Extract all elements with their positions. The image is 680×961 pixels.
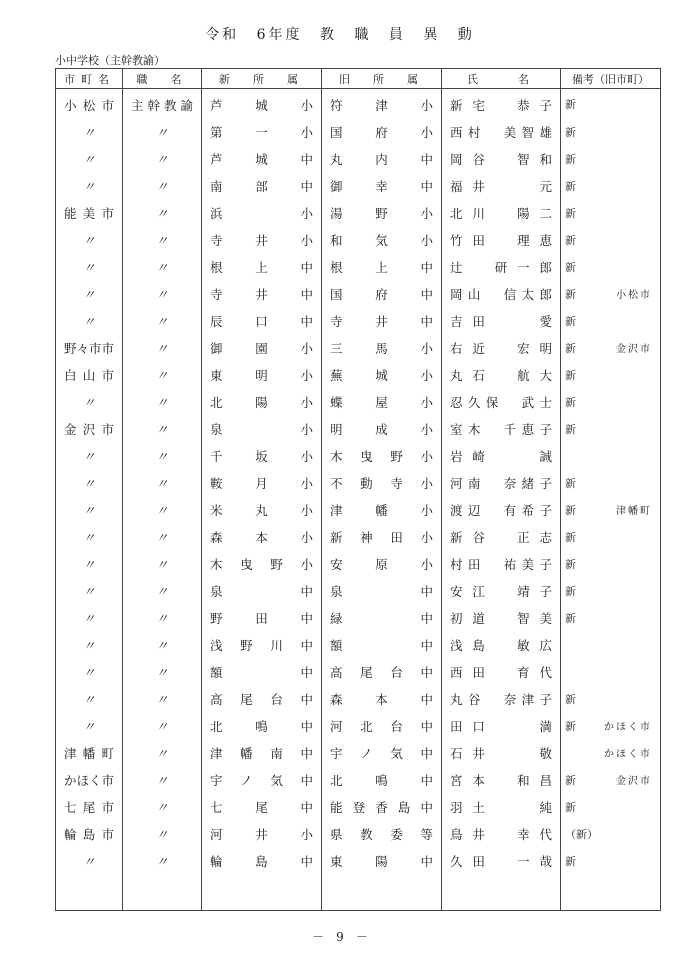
municipality-cell: 金沢市 (56, 415, 123, 442)
new-school-cell: 泉 小 (202, 415, 322, 442)
new-mark: 新 (565, 125, 576, 139)
municipality-cell: 津幡町 (56, 739, 123, 766)
name-cell: 丸石 航大 (442, 361, 561, 388)
empty-cell (202, 874, 322, 911)
table-row (56, 820, 661, 847)
remarks-cell (561, 631, 661, 658)
table-row (56, 388, 661, 415)
previous-school-cell: 御幸中 (322, 172, 442, 199)
new-mark: 新 (565, 206, 576, 220)
new-mark: 新 (565, 773, 576, 787)
name-cell: 西田 育代 (442, 658, 561, 685)
previous-school-cell: 不動寺小 (322, 469, 442, 496)
municipality-cell: 野々市市 (56, 334, 123, 361)
new-school-cell: 米丸小 (202, 496, 322, 523)
remarks-cell (561, 118, 661, 145)
new-school-cell: 野田中 (202, 604, 322, 631)
position-cell: 〃 (123, 118, 202, 145)
table-row (56, 685, 661, 712)
new-mark: 新 (565, 530, 576, 544)
position-cell: 〃 (123, 739, 202, 766)
table-row (56, 415, 661, 442)
header-remarks: 備考（旧市町） (561, 69, 661, 89)
empty-cell (322, 874, 442, 911)
new-mark: 新 (565, 179, 576, 193)
new-school-cell: 芦城中 (202, 145, 322, 172)
municipality-cell: 〃 (56, 631, 123, 658)
remarks-cell (561, 604, 661, 631)
name-cell: 渡辺 有希子 (442, 496, 561, 523)
previous-school-cell: 木曳野小 (322, 442, 442, 469)
new-school-cell: 御園小 (202, 334, 322, 361)
remarks-cell (561, 253, 661, 280)
previous-school-cell: 蕪城小 (322, 361, 442, 388)
table-body (56, 89, 661, 911)
name-cell: 村田 祐美子 (442, 550, 561, 577)
municipality-cell: 〃 (56, 442, 123, 469)
table-row (56, 226, 661, 253)
position-cell: 〃 (123, 226, 202, 253)
remarks-cell (561, 577, 661, 604)
previous-school-cell: 和気小 (322, 226, 442, 253)
new-mark: 新 (565, 611, 576, 625)
remarks-cell (561, 280, 661, 307)
new-school-cell: 森本小 (202, 523, 322, 550)
municipality-cell: 七尾市 (56, 793, 123, 820)
previous-school-cell: 能登香島中 (322, 793, 442, 820)
municipality-cell: 〃 (56, 847, 123, 874)
table-filler-row (56, 874, 661, 911)
name-cell: 羽土 純 (442, 793, 561, 820)
previous-municipality: 金沢市 (616, 775, 652, 787)
previous-school-cell: 高尾台中 (322, 658, 442, 685)
previous-school-cell: 宇ノ気中 (322, 739, 442, 766)
position-cell: 〃 (123, 253, 202, 280)
municipality-cell: 〃 (56, 577, 123, 604)
previous-school-cell: 東陽中 (322, 847, 442, 874)
remarks-cell (561, 226, 661, 253)
name-cell: 竹田 理恵 (442, 226, 561, 253)
previous-school-cell: 安原小 (322, 550, 442, 577)
remarks-cell (561, 199, 661, 226)
header-name: 氏 名 (442, 69, 561, 89)
header-municipality: 市町名 (56, 69, 123, 89)
new-mark: 新 (565, 719, 576, 733)
table-row (56, 712, 661, 739)
new-school-cell: 千坂小 (202, 442, 322, 469)
new-school-cell: 東明小 (202, 361, 322, 388)
name-cell: 辻 研一郎 (442, 253, 561, 280)
header-previous-school: 旧 所 属 (322, 69, 442, 89)
position-cell: 〃 (123, 334, 202, 361)
previous-school-cell: 蝶屋小 (322, 388, 442, 415)
new-mark: 新 (565, 233, 576, 247)
new-school-cell: 浜 小 (202, 199, 322, 226)
new-mark: 新 (565, 557, 576, 571)
table-row (56, 442, 661, 469)
new-mark: 新 (565, 395, 576, 409)
new-school-cell: 浅野川中 (202, 631, 322, 658)
table-row (56, 469, 661, 496)
new-school-cell: 輪島中 (202, 847, 322, 874)
name-cell: 福井 元 (442, 172, 561, 199)
empty-cell (56, 874, 123, 911)
table-row (56, 253, 661, 280)
new-school-cell: 額 中 (202, 658, 322, 685)
name-cell: 岩崎 誠 (442, 442, 561, 469)
name-cell: 浅島 敏広 (442, 631, 561, 658)
position-cell: 〃 (123, 172, 202, 199)
position-cell: 〃 (123, 523, 202, 550)
position-cell: 〃 (123, 388, 202, 415)
new-school-cell: 七尾中 (202, 793, 322, 820)
remarks-cell (561, 145, 661, 172)
table-header-row (56, 69, 661, 89)
position-cell: 〃 (123, 631, 202, 658)
position-cell: 〃 (123, 766, 202, 793)
previous-school-cell: 森本中 (322, 685, 442, 712)
municipality-cell: 〃 (56, 388, 123, 415)
name-cell: 鳥井 幸代 (442, 820, 561, 847)
name-cell: 吉田 愛 (442, 307, 561, 334)
new-school-cell: 北陽小 (202, 388, 322, 415)
previous-school-cell: 根上中 (322, 253, 442, 280)
remarks-cell (561, 766, 661, 793)
new-school-cell: 河井小 (202, 820, 322, 847)
remarks-cell (561, 712, 661, 739)
position-cell: 〃 (123, 469, 202, 496)
remarks-cell (561, 442, 661, 469)
position-cell: 〃 (123, 793, 202, 820)
municipality-cell: 〃 (56, 280, 123, 307)
new-school-cell: 辰口中 (202, 307, 322, 334)
new-school-cell: 南部中 (202, 172, 322, 199)
new-school-cell: 根上中 (202, 253, 322, 280)
position-cell: 〃 (123, 496, 202, 523)
previous-municipality: 小松市 (616, 289, 652, 301)
new-school-cell: 高尾台中 (202, 685, 322, 712)
remarks-cell (561, 685, 661, 712)
name-cell: 西村 美智雄 (442, 118, 561, 145)
name-cell: 初道 智美 (442, 604, 561, 631)
remarks-cell (561, 793, 661, 820)
municipality-cell: 〃 (56, 145, 123, 172)
name-cell: 田口 満 (442, 712, 561, 739)
remarks-cell (561, 172, 661, 199)
table-row (56, 739, 661, 766)
new-mark: 新 (565, 341, 576, 355)
municipality-cell: 白山市 (56, 361, 123, 388)
previous-school-cell: 新神田小 (322, 523, 442, 550)
remarks-cell (561, 658, 661, 685)
position-cell: 〃 (123, 442, 202, 469)
new-mark: 新 (565, 503, 576, 517)
name-cell: 岡谷 智和 (442, 145, 561, 172)
municipality-cell: 〃 (56, 550, 123, 577)
name-cell: 岡山 信太郎 (442, 280, 561, 307)
new-school-cell: 芦城小 (202, 89, 322, 119)
new-school-cell: 津幡南中 (202, 739, 322, 766)
remarks-cell (561, 739, 661, 766)
municipality-cell: 〃 (56, 253, 123, 280)
municipality-cell: 〃 (56, 604, 123, 631)
municipality-cell: 〃 (56, 469, 123, 496)
new-school-cell: 第一小 (202, 118, 322, 145)
previous-municipality: 津幡町 (616, 505, 652, 517)
table-row (56, 361, 661, 388)
table-row (56, 766, 661, 793)
position-cell: 〃 (123, 280, 202, 307)
table-row (56, 89, 661, 119)
previous-school-cell: 明成小 (322, 415, 442, 442)
previous-school-cell: 北鳴中 (322, 766, 442, 793)
remarks-cell (561, 388, 661, 415)
table-row (56, 145, 661, 172)
new-school-cell: 寺井小 (202, 226, 322, 253)
previous-school-cell: 河北台中 (322, 712, 442, 739)
municipality-cell: 〃 (56, 307, 123, 334)
municipality-cell: 小松市 (56, 89, 123, 119)
new-mark: 新 (565, 854, 576, 868)
new-mark: 新 (565, 368, 576, 382)
name-cell: 北川 陽二 (442, 199, 561, 226)
table-row (56, 631, 661, 658)
position-cell: 〃 (123, 847, 202, 874)
name-cell: 久田 一哉 (442, 847, 561, 874)
new-mark: （新） (565, 827, 598, 841)
table-row (56, 847, 661, 874)
new-school-cell: 鞍月小 (202, 469, 322, 496)
name-cell: 新谷 正志 (442, 523, 561, 550)
remarks-cell (561, 89, 661, 119)
new-school-cell: 宇ノ気中 (202, 766, 322, 793)
section-subtitle: 小中学校（主幹教諭） (55, 54, 165, 67)
table-row (56, 523, 661, 550)
municipality-cell: 輪島市 (56, 820, 123, 847)
table-row (56, 577, 661, 604)
table-row (56, 496, 661, 523)
table-row (56, 118, 661, 145)
municipality-cell: 能美市 (56, 199, 123, 226)
remarks-cell (561, 361, 661, 388)
name-cell: 新宅 恭子 (442, 89, 561, 119)
empty-cell (561, 874, 661, 911)
municipality-cell: 〃 (56, 118, 123, 145)
position-cell: 〃 (123, 658, 202, 685)
table-row (56, 280, 661, 307)
new-mark: 新 (565, 97, 576, 111)
previous-school-cell: 額 中 (322, 631, 442, 658)
document-title: 令和 6年度 教 職 員 異 動 (205, 27, 475, 43)
position-cell: 〃 (123, 415, 202, 442)
position-cell: 主幹教諭 (123, 89, 202, 119)
previous-school-cell: 符津小 (322, 89, 442, 119)
name-cell: 右近 宏明 (442, 334, 561, 361)
new-mark: 新 (565, 476, 576, 490)
header-new-school: 新 所 属 (202, 69, 322, 89)
position-cell: 〃 (123, 685, 202, 712)
municipality-cell: 〃 (56, 658, 123, 685)
personnel-transfer-table (55, 68, 661, 911)
previous-school-cell: 丸内中 (322, 145, 442, 172)
municipality-cell: 〃 (56, 523, 123, 550)
position-cell: 〃 (123, 361, 202, 388)
new-school-cell: 北鳴中 (202, 712, 322, 739)
name-cell: 丸谷 奈津子 (442, 685, 561, 712)
previous-school-cell: 国府小 (322, 118, 442, 145)
new-school-cell: 泉 中 (202, 577, 322, 604)
position-cell: 〃 (123, 577, 202, 604)
municipality-cell: 〃 (56, 226, 123, 253)
position-cell: 〃 (123, 604, 202, 631)
previous-municipality: かほく市 (604, 749, 652, 760)
previous-school-cell: 湯野小 (322, 199, 442, 226)
new-mark: 新 (565, 692, 576, 706)
previous-school-cell: 津幡小 (322, 496, 442, 523)
name-cell: 忍久保 武士 (442, 388, 561, 415)
empty-cell (123, 874, 202, 911)
new-mark: 新 (565, 584, 576, 598)
position-cell: 〃 (123, 199, 202, 226)
previous-municipality: かほく市 (604, 721, 652, 733)
previous-school-cell: 三馬小 (322, 334, 442, 361)
remarks-cell (561, 820, 661, 847)
municipality-cell: 〃 (56, 172, 123, 199)
remarks-cell (561, 469, 661, 496)
position-cell: 〃 (123, 307, 202, 334)
table-row (56, 793, 661, 820)
table-row (56, 658, 661, 685)
previous-school-cell: 国府中 (322, 280, 442, 307)
municipality-cell: 〃 (56, 712, 123, 739)
new-mark: 新 (565, 260, 576, 274)
name-cell: 安江 靖子 (442, 577, 561, 604)
table-row (56, 307, 661, 334)
table-row (56, 334, 661, 361)
previous-school-cell: 緑 中 (322, 604, 442, 631)
position-cell: 〃 (123, 820, 202, 847)
remarks-cell (561, 307, 661, 334)
previous-municipality: 金沢市 (616, 343, 652, 355)
remarks-cell (561, 847, 661, 874)
name-cell: 宮本 和昌 (442, 766, 561, 793)
position-cell: 〃 (123, 550, 202, 577)
table-row (56, 172, 661, 199)
new-school-cell: 寺井中 (202, 280, 322, 307)
empty-cell (442, 874, 561, 911)
page-number: － 9 － (312, 930, 368, 944)
name-cell: 石井 敬 (442, 739, 561, 766)
remarks-cell (561, 334, 661, 361)
previous-school-cell: 泉 中 (322, 577, 442, 604)
remarks-cell (561, 415, 661, 442)
new-school-cell: 木曳野小 (202, 550, 322, 577)
previous-school-cell: 寺井中 (322, 307, 442, 334)
municipality-cell: 〃 (56, 685, 123, 712)
name-cell: 室木 千恵子 (442, 415, 561, 442)
name-cell: 河南 奈緒子 (442, 469, 561, 496)
table-row (56, 604, 661, 631)
new-mark: 新 (565, 422, 576, 436)
new-mark: 新 (565, 152, 576, 166)
municipality-cell: かほく市 (56, 766, 123, 793)
remarks-cell (561, 550, 661, 577)
new-mark: 新 (565, 314, 576, 328)
new-mark: 新 (565, 800, 576, 814)
new-mark: 新 (565, 287, 576, 301)
table-row (56, 550, 661, 577)
position-cell: 〃 (123, 145, 202, 172)
previous-school-cell: 県教委等 (322, 820, 442, 847)
header-position: 職 名 (123, 69, 202, 89)
remarks-cell (561, 523, 661, 550)
municipality-cell: 〃 (56, 496, 123, 523)
table-row (56, 199, 661, 226)
position-cell: 〃 (123, 712, 202, 739)
remarks-cell (561, 496, 661, 523)
